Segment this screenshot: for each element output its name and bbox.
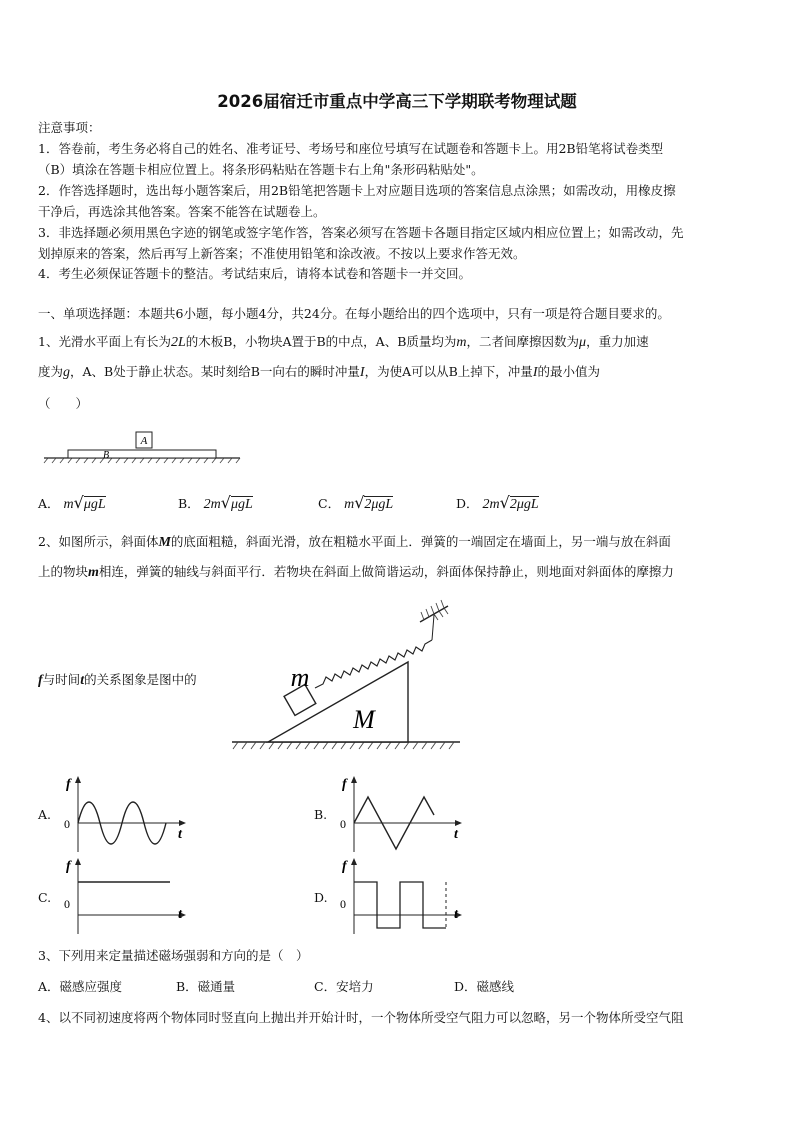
svg-text:t: t bbox=[454, 827, 458, 842]
notice-line: （B）填涂在答题卡相应位置上。将条形码粘贴在答题卡右上角"条形码粘贴处"。 bbox=[38, 162, 484, 177]
notice-line: 干净后，再选涂其他答案。答案不能答在试题卷上。 bbox=[38, 204, 326, 219]
q3-option-d[interactable]: D．磁感线 bbox=[454, 979, 515, 994]
graph-b bbox=[334, 774, 474, 856]
q3-option-a[interactable]: A．磁感应强度 bbox=[38, 979, 123, 994]
notice-line: 1．答卷前，考生务必将自己的姓名、准考证号、考场号和座位号填写在试题卷和答题卡上。用2B铅笔将试卷类型 bbox=[38, 141, 664, 156]
graph-option-c[interactable]: C. bbox=[38, 890, 52, 905]
q2-stem-line1: 2、如图所示，斜面体M的底面粗糙，斜面光滑，放在粗糙水平面上．弹簧的一端固定在墙面上，另一端与放在斜面 bbox=[38, 534, 671, 550]
answer-parentheses: （ ） bbox=[38, 396, 89, 411]
graph-c bbox=[58, 856, 198, 938]
svg-text:t: t bbox=[454, 907, 458, 922]
notice-heading: 注意事项： bbox=[38, 120, 101, 135]
incline-label: M bbox=[353, 705, 375, 734]
notice-line: 划掉原来的答案，然后再写上新答案；不准使用铅笔和涂改液。不按以上要求作答无效。 bbox=[38, 246, 526, 261]
svg-text:t: t bbox=[178, 907, 182, 922]
spring bbox=[315, 640, 432, 688]
svg-text:f: f bbox=[342, 859, 347, 874]
option-d[interactable]: D． 2m√2μgL bbox=[456, 493, 539, 512]
q3-stem: 3、下列用来定量描述磁场强弱和方向的是（ ） bbox=[38, 948, 309, 963]
option-b[interactable]: B． 2m√μgL bbox=[178, 493, 253, 512]
incline-spring-figure bbox=[228, 598, 468, 753]
svg-text:f: f bbox=[342, 777, 347, 792]
option-c[interactable]: C． m√2μgL bbox=[318, 493, 394, 512]
svg-text:0: 0 bbox=[64, 817, 70, 831]
board-b-label: B bbox=[102, 450, 110, 461]
graph-d bbox=[334, 856, 474, 938]
svg-text:t: t bbox=[178, 827, 182, 842]
q1-board-figure bbox=[40, 428, 250, 468]
block-a-label: A bbox=[140, 435, 148, 447]
board-b bbox=[68, 450, 216, 458]
notice-line: 4．考生必须保证答题卡的整洁。考试结束后，请将本试卷和答题卡一并交回。 bbox=[38, 266, 471, 281]
q1-stem-line2: 度为g，A、B处于静止状态。某时刻给B一向右的瞬时冲量I，为使A可以从B上掉下，冲量I的最小值为 bbox=[38, 364, 600, 380]
graph-a bbox=[58, 774, 198, 856]
graph-option-a[interactable]: A. bbox=[38, 807, 52, 822]
q2-stem-line3: f与时间t的关系图象是图中的 bbox=[38, 672, 197, 688]
notice-line: 2．作答选择题时，选出每小题答案后，用2B铅笔把答题卡上对应题目选项的答案信息点涂黑；如需改动，用橡皮擦 bbox=[38, 183, 676, 198]
notice-line: 3．非选择题必须用黑色字迹的钢笔或签字笔作答，答案必须写在答题卡各题目指定区域内相应位置上；如需改动，先 bbox=[38, 225, 684, 240]
q1-stem-line1: 1、光滑水平面上有长为2L的木板B，小物块A置于B的中点，A、B质量均为m，二者间摩擦因数为μ，重力加速 bbox=[38, 334, 649, 350]
exam-title: 2026届宿迁市重点中学高三下学期联考物理试题 bbox=[217, 92, 577, 111]
q2-stem-line2: 上的物块m相连，弹簧的轴线与斜面平行．若物块在斜面上做简谐运动，斜面体保持静止，则地面对斜面体的摩擦力 bbox=[38, 564, 674, 580]
block-m-label: m bbox=[290, 663, 310, 692]
svg-text:f: f bbox=[66, 777, 71, 792]
q3-option-b[interactable]: B．磁通量 bbox=[176, 979, 236, 994]
svg-text:0: 0 bbox=[64, 897, 70, 911]
section-heading: 一、单项选择题：本题共6小题，每小题4分，共24分。在每小题给出的四个选项中，只有一项是符合题目要求的。 bbox=[38, 306, 670, 321]
option-a[interactable]: A． m√μgL bbox=[38, 493, 106, 512]
svg-text:0: 0 bbox=[340, 897, 346, 911]
q3-option-c[interactable]: C．安培力 bbox=[314, 979, 374, 994]
graph-option-d[interactable]: D. bbox=[314, 890, 328, 905]
svg-text:0: 0 bbox=[340, 817, 346, 831]
svg-text:f: f bbox=[66, 859, 71, 874]
graph-option-b[interactable]: B. bbox=[314, 807, 328, 822]
q4-stem: 4、以不同初速度将两个物体同时竖直向上抛出并开始计时，一个物体所受空气阻力可以忽略，另一个物体所受空气阻 bbox=[38, 1010, 684, 1025]
